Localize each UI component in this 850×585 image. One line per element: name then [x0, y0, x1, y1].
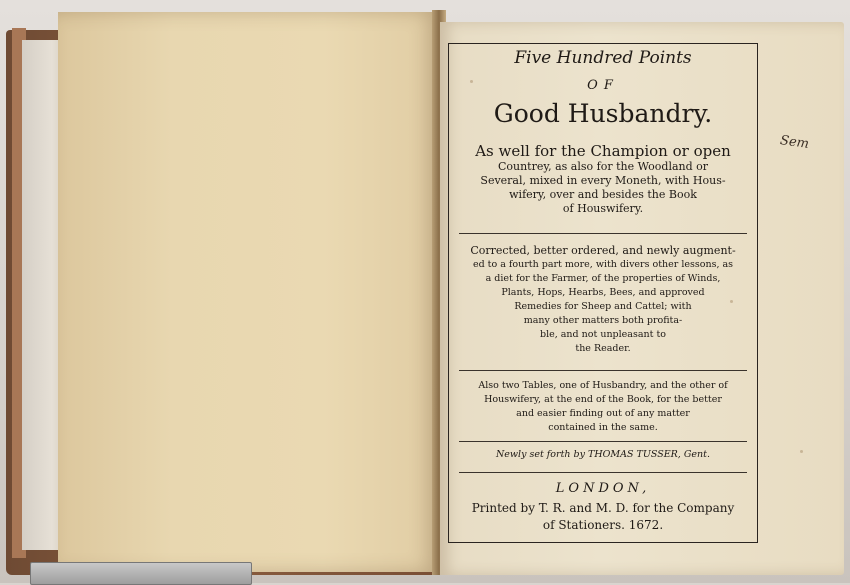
description-line: many other matters both profita- [523, 315, 683, 326]
divider-rule [459, 441, 747, 442]
title-line-2: OF [587, 78, 619, 93]
description-line: the Reader. [575, 343, 631, 354]
subtitle-line: Several, mixed in every Moneth, with Hous- [480, 174, 726, 187]
description-line: Corrected, better ordered, and newly augment- [470, 244, 736, 257]
author-line: Newly set forth by THOMAS TUSSER, Gent. [495, 449, 711, 460]
imprint-stationers: of Stationers. 1672. [542, 518, 664, 532]
subtitle-line: of Houswifery. [562, 202, 644, 215]
divider-rule [459, 370, 747, 371]
description-line: Remedies for Sheep and Cattel; with [514, 301, 692, 312]
main-title: Good Husbandry. [493, 99, 713, 128]
subtitle-line: Countrey, as also for the Woodland or [497, 160, 709, 173]
tables-line: Houswifery, at the end of the Book, for the better [484, 394, 722, 405]
description-line: a diet for the Farmer, of the properties of Winds, [485, 273, 721, 284]
description-line: ble, and not unpleasant to [539, 329, 666, 340]
tables-line: contained in the same. [548, 422, 658, 433]
divider-rule [459, 472, 747, 473]
imprint-printer: Printed by T. R. and M. D. for the Company [471, 501, 735, 515]
description-line: Plants, Hops, Hearbs, Bees, and approved [501, 287, 705, 298]
subtitle-line: wifery, over and besides the Book [509, 188, 697, 201]
left-blank-page [58, 12, 438, 572]
divider-rule [459, 233, 747, 234]
title-page-frame [448, 43, 758, 543]
foxing-spot [800, 450, 803, 453]
description-line: ed to a fourth part more, with divers other lessons, as [472, 259, 734, 270]
title-line-4: As well for the Champion or open [475, 142, 731, 160]
imprint-place: LONDON, [555, 481, 651, 496]
title-line-1: Five Hundred Points [514, 48, 692, 68]
tables-line: and easier finding out of any matter [516, 408, 690, 419]
handwritten-margin-note: Sem [779, 133, 810, 152]
tables-line: Also two Tables, one of Husbandry, and the other of [478, 380, 728, 391]
bottom-support-tab [30, 562, 252, 585]
